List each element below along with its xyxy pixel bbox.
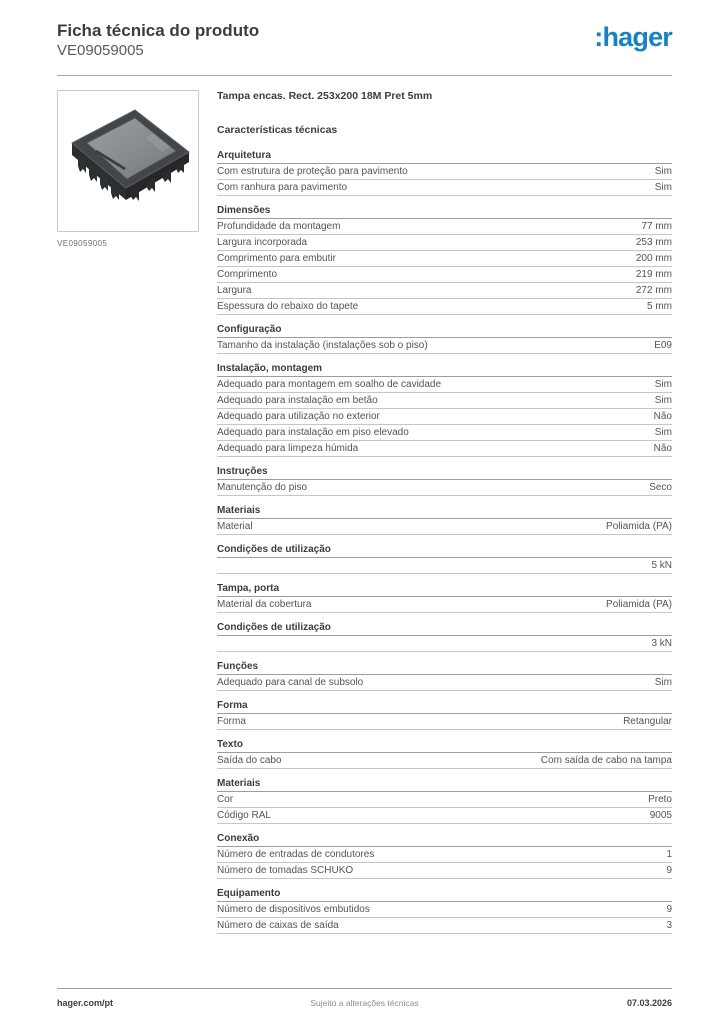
spec-row — [217, 393, 672, 409]
spec-value: Com saída de cabo na tampa — [540, 754, 672, 766]
product-image — [57, 90, 199, 232]
section-title: Equipamento — [217, 888, 672, 902]
spec-label: Adequado para montagem em soalho de cavidade — [217, 378, 442, 390]
spec-value: Sim — [654, 676, 672, 688]
spec-value: E09 — [654, 339, 672, 351]
spec-label: Adequado para instalação em piso elevado — [217, 426, 409, 438]
section-title: Arquitetura — [217, 150, 672, 164]
page-header — [0, 0, 724, 61]
spec-label: Com ranhura para pavimento — [217, 181, 348, 193]
spec-row — [217, 918, 672, 934]
spec-row — [217, 558, 672, 574]
spec-label: Número de entradas de condutores — [217, 848, 375, 860]
spec-row — [217, 409, 672, 425]
spec-row — [217, 219, 672, 235]
spec-row — [217, 675, 672, 691]
spec-section — [217, 700, 672, 730]
spec-label: Adequado para utilização no exterior — [217, 410, 380, 422]
spec-value: Poliamida (PA) — [606, 520, 672, 532]
spec-row — [217, 267, 672, 283]
spec-value: 253 mm — [635, 236, 672, 248]
spec-label: Largura incorporada — [217, 236, 308, 248]
spec-value: 3 — [666, 919, 672, 931]
spec-row — [217, 299, 672, 315]
spec-value: 5 mm — [647, 300, 672, 312]
footer-row — [57, 998, 672, 1008]
spec-row — [217, 792, 672, 808]
spec-value: 9 — [666, 903, 672, 915]
spec-value: 1 — [666, 848, 672, 860]
spec-row — [217, 847, 672, 863]
spec-row — [217, 338, 672, 354]
section-title: Texto — [217, 739, 672, 753]
section-title: Materiais — [217, 778, 672, 792]
spec-section — [217, 150, 672, 196]
section-title: Condições de utilização — [217, 622, 672, 636]
spec-value: 9 — [666, 864, 672, 876]
spec-row — [217, 251, 672, 267]
main-content — [0, 76, 724, 943]
spec-value: Preto — [648, 793, 672, 805]
spec-section — [217, 205, 672, 315]
section-title: Materiais — [217, 505, 672, 519]
spec-value: 3 kN — [651, 637, 672, 649]
hager-logo: :hager — [594, 22, 672, 52]
spec-label: Comprimento para embutir — [217, 252, 336, 264]
spec-value: 5 kN — [651, 559, 672, 571]
spec-section — [217, 888, 672, 934]
spec-row — [217, 180, 672, 196]
spec-section — [217, 505, 672, 535]
spec-row — [217, 425, 672, 441]
section-title: Conexão — [217, 833, 672, 847]
spec-label: Número de tomadas SCHUKO — [217, 864, 354, 876]
spec-row — [217, 480, 672, 496]
spec-value: 200 mm — [635, 252, 672, 264]
spec-value: 9005 — [649, 809, 672, 821]
spec-value: Não — [653, 442, 672, 454]
section-title: Instruções — [217, 466, 672, 480]
spec-label: Largura — [217, 284, 252, 296]
spec-label: Código RAL — [217, 809, 271, 821]
spec-section — [217, 739, 672, 769]
spec-row — [217, 377, 672, 393]
spec-row — [217, 902, 672, 918]
spec-label: Adequado para instalação em betão — [217, 394, 378, 406]
section-title: Tampa, porta — [217, 583, 672, 597]
section-title: Configuração — [217, 324, 672, 338]
image-caption: VE09059005 — [57, 238, 108, 248]
spec-value: Poliamida (PA) — [606, 598, 672, 610]
spec-value: 219 mm — [635, 268, 672, 280]
spec-row — [217, 808, 672, 824]
footer-note: Sujeito a alterações técnicas — [310, 998, 419, 1008]
spec-label: Adequado para canal de subsolo — [217, 676, 364, 688]
spec-value: Sim — [654, 378, 672, 390]
spec-value: Não — [653, 410, 672, 422]
spec-row — [217, 636, 672, 652]
section-title: Condições de utilização — [217, 544, 672, 558]
footer-site-link[interactable]: hager.com/pt — [57, 998, 114, 1008]
spec-value: Sim — [654, 394, 672, 406]
spec-value: 272 mm — [635, 284, 672, 296]
image-column — [57, 90, 217, 943]
spec-label: Cor — [217, 793, 234, 805]
spec-section — [217, 661, 672, 691]
tech-characteristics-heading: Características técnicas — [217, 123, 338, 136]
section-title: Forma — [217, 700, 672, 714]
spec-value: Sim — [654, 165, 672, 177]
spec-label: Material — [217, 520, 253, 532]
spec-label: Número de dispositivos embutidos — [217, 903, 370, 915]
spec-section — [217, 583, 672, 613]
spec-label: Espessura do rebaixo do tapete — [217, 300, 359, 312]
spec-row — [217, 597, 672, 613]
spec-section — [217, 363, 672, 457]
spec-section — [217, 833, 672, 879]
spec-row — [217, 714, 672, 730]
spec-value: Retangular — [623, 715, 672, 727]
section-title: Funções — [217, 661, 672, 675]
spec-row — [217, 441, 672, 457]
spec-value: Sim — [654, 181, 672, 193]
spec-label: Número de caixas de saída — [217, 919, 339, 931]
spec-label: Manutenção do piso — [217, 481, 308, 493]
spec-label: Adequado para limpeza húmida — [217, 442, 359, 454]
spec-row — [217, 519, 672, 535]
footer-date: 07.03.2026 — [626, 998, 672, 1008]
spec-value: Sim — [654, 426, 672, 438]
spec-label: Profundidade da montagem — [217, 220, 341, 232]
spec-value: Seco — [649, 481, 672, 493]
spec-section — [217, 466, 672, 496]
spec-label: Com estrutura de proteção para pavimento — [217, 165, 408, 177]
spec-label: Tamanho da instalação (instalações sob o piso) — [217, 339, 428, 351]
spec-label: Comprimento — [217, 268, 278, 280]
section-title: Instalação, montagem — [217, 363, 672, 377]
floor-box-illustration — [58, 91, 198, 231]
spec-label: Forma — [217, 715, 246, 727]
header-text-block — [57, 20, 259, 61]
spec-row — [217, 863, 672, 879]
product-code: VE09059005 — [57, 42, 144, 60]
spec-row — [217, 235, 672, 251]
tech-sections — [217, 150, 672, 934]
spec-section — [217, 778, 672, 824]
spec-column — [217, 90, 672, 943]
spec-row — [217, 753, 672, 769]
spec-section — [217, 622, 672, 652]
product-name: Tampa encas. Rect. 253x200 18M Pret 5mm — [217, 89, 433, 102]
spec-label: Saída do cabo — [217, 754, 282, 766]
spec-row — [217, 164, 672, 180]
footer-divider — [57, 988, 672, 989]
spec-row — [217, 283, 672, 299]
page-footer — [57, 988, 672, 1008]
spec-section — [217, 324, 672, 354]
spec-label: Material da cobertura — [217, 598, 312, 610]
page-title: Ficha técnica do produto — [57, 21, 260, 40]
spec-section — [217, 544, 672, 574]
section-title: Dimensões — [217, 205, 672, 219]
spec-value: 77 mm — [641, 220, 672, 232]
